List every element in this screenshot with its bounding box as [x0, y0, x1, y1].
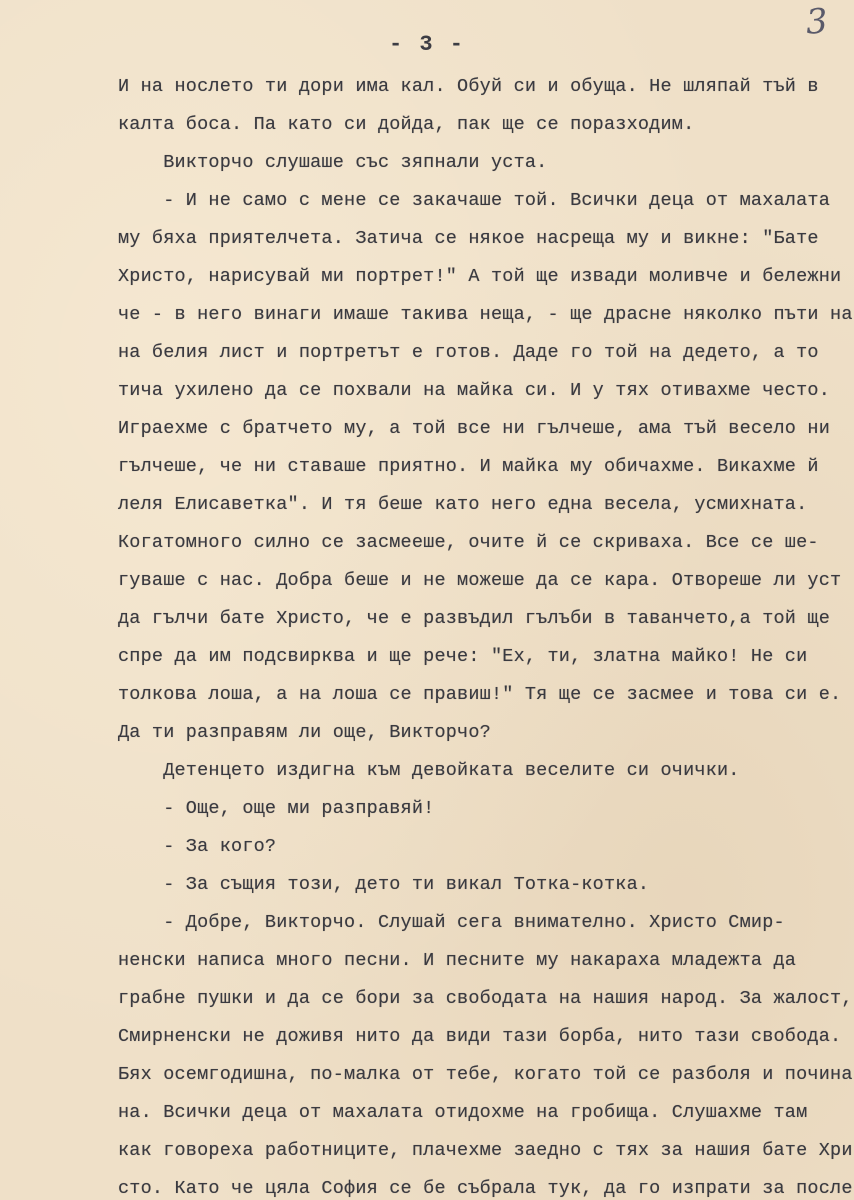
- text-line: леля Елисаветка". И тя беше като него една весела, усмихната.: [118, 494, 808, 515]
- text-line: - За същия този, дето ти викал Тотка-котка.: [118, 874, 650, 895]
- text-line: калта боса. Па като си дойда, пак ще се поразходим.: [118, 114, 695, 135]
- text-line: че - в него винаги имаше такива неща, - ще драсне няколко пъти на: [118, 304, 853, 325]
- handwritten-page-number: 3: [804, 1, 830, 43]
- page-number: - 3 -: [388, 32, 465, 57]
- text-line: гуваше с нас. Добра беше и не можеше да се кара. Отвореше ли уст: [118, 570, 842, 591]
- text-line: Детенцето издигна към девойката веселите си очички.: [118, 760, 740, 781]
- text-line: гълчеше, че ни ставаше приятно. И майка му обичахме. Викахме й: [118, 456, 819, 477]
- text-line: Играехме с братчето му, а той все ни гълчеше, ама тъй весело ни: [118, 418, 831, 439]
- text-line: на. Всички деца от махалата отидохме на гробища. Слушахме там: [118, 1102, 808, 1123]
- text-line: Когатомного силно се засмееше, очите й се скриваха. Все се ше-: [118, 532, 819, 553]
- text-line: - За кого?: [118, 836, 277, 857]
- text-line: спре да им подсвирква и ще рече: "Ех, ти, златна майко! Не си: [118, 646, 808, 667]
- text-line: - Добре, Викторчо. Слушай сега внимателно. Христо Смир-: [118, 912, 785, 933]
- text-line: - Още, още ми разправяй!: [118, 798, 435, 819]
- text-line: сто. Като че цяла София се бе събрала тук, да го изпрати за после: [118, 1178, 853, 1199]
- text-line: толкова лоша, а на лоша се правиш!" Тя ще се засмее и това си е.: [118, 684, 842, 705]
- text-line: Бях осемгодишна, по-малка от тебе, когато той се разболя и почина: [118, 1064, 853, 1085]
- text-line: Смирненски не доживя нито да види тази борба, нито тази свобода.: [118, 1026, 842, 1047]
- text-line: - И не само с мене се закачаше той. Всички деца от махалата: [118, 190, 831, 211]
- text-line: да гълчи бате Христо, че е развъдил гълъби в таванчето,а той ще: [118, 608, 831, 629]
- text-line: Христо, нарисувай ми портрет!" А той ще извади моливче и бележни: [118, 266, 842, 287]
- text-line: Викторчо слушаше със зяпнали уста.: [118, 152, 548, 173]
- text-line: Да ти разправям ли още, Викторчо?: [118, 722, 491, 743]
- text-line: ненски написа много песни. И песните му накараха младежта да: [118, 950, 797, 971]
- text-line: тича ухилено да се похвали на майка си. И у тях отивахме често.: [118, 380, 831, 401]
- text-line: И на нослето ти дори има кал. Обуй си и обуща. Не шляпай тъй в: [118, 76, 819, 97]
- text-line: грабне пушки и да се бори за свободата на нашия народ. За жалост,: [118, 988, 853, 1009]
- text-line: как говореха работниците, плачехме заедно с тях за нашия бате Хри: [118, 1140, 853, 1161]
- text-line: на белия лист и портретът е готов. Даде го той на дедето, а то: [118, 342, 819, 363]
- text-line: му бяха приятелчета. Затича се някое насреща му и викне: "Бате: [118, 228, 819, 249]
